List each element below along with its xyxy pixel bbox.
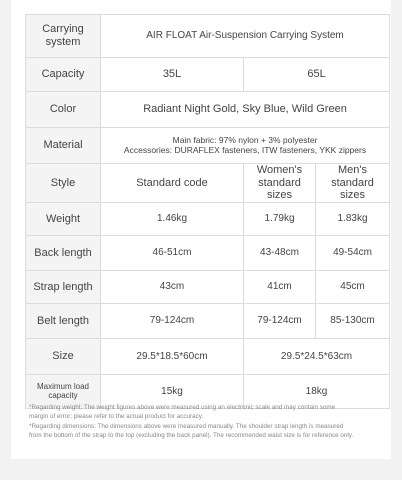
footnote-dimensions-2: from the bottom of the strap to the top (excluding the back panel). The recommended waist size is for reference only. (29, 432, 354, 440)
label-material (26, 128, 101, 164)
row-style (26, 164, 390, 203)
row-material (26, 128, 390, 164)
label-belt-length: Belt length (26, 303, 101, 338)
value-style-womens: Women's standard sizes (244, 164, 316, 203)
label-style: Style (26, 164, 101, 203)
label-color: Color (26, 92, 101, 128)
row-color (26, 92, 390, 128)
footnote-weight-1: *Regarding weight: The weight figures above were measured using an electronic scale and may contain some (29, 404, 336, 411)
value-belt-length-mens: 85-130cm (316, 303, 390, 338)
value-max-load-65: 18kg (244, 374, 390, 408)
value-strap-length-womens: 41cm (244, 270, 316, 303)
row-carrying-system (26, 15, 390, 58)
value-belt-length-standard: 79-124cm (101, 303, 244, 338)
value-style-standard: Standard code (101, 164, 244, 203)
value-strap-length-standard: 43cm (101, 270, 244, 303)
label-size: Size (26, 338, 101, 374)
spec-card (11, 0, 391, 459)
row-strap-length (26, 270, 390, 303)
label-back-length: Back length (26, 235, 101, 270)
row-capacity (26, 58, 390, 92)
footnotes (29, 403, 389, 441)
value-back-length-mens: 49-54cm (316, 235, 390, 270)
value-color: Radiant Night Gold, Sky Blue, Wild Green (101, 92, 390, 128)
label-strap-length: Strap length (26, 270, 101, 303)
value-style-mens: Men's standard sizes (316, 164, 390, 203)
value-back-length-womens: 43-48cm (244, 235, 316, 270)
material-accessories: Accessories: DURAFLEX fasteners, ITW fasteners, YKK zippers (123, 144, 367, 155)
row-weight (26, 202, 390, 235)
row-back-length (26, 235, 390, 270)
value-weight-mens: 1.83kg (316, 202, 390, 235)
value-back-length-standard: 46-51cm (101, 235, 244, 270)
label-weight: Weight (26, 202, 101, 235)
label-material-text: Material (43, 139, 83, 152)
row-size (26, 338, 390, 374)
value-belt-length-womens: 79-124cm (244, 303, 316, 338)
spec-table (25, 14, 390, 409)
value-strap-length-mens: 45cm (316, 270, 390, 303)
value-weight-womens: 1.79kg (244, 202, 316, 235)
label-capacity: Capacity (26, 58, 101, 92)
row-belt-length (26, 303, 390, 338)
value-size-65: 29.5*24.5*63cm (244, 338, 390, 374)
value-carrying-system: AIR FLOAT Air-Suspension Carrying System (101, 15, 390, 58)
footnote-weight-2: margin of error; please refer to the actual product for accuracy. (29, 413, 204, 421)
footnote-dimensions-1: *Regarding dimensions: The dimensions above were measured manually. The shoulder strap length is measured (29, 422, 344, 430)
value-size-35: 29.5*18.5*60cm (101, 338, 244, 374)
value-capacity-65: 65L (244, 58, 390, 92)
value-weight-standard: 1.46kg (101, 202, 244, 235)
value-material (101, 128, 390, 164)
material-main-fabric: Main fabric: 97% nylon + 3% polyester (172, 134, 318, 145)
value-max-load-35: 15kg (101, 374, 244, 408)
label-carrying-system: Carrying system (26, 15, 101, 58)
label-max-load: Maximum load capacity (26, 374, 101, 408)
value-capacity-35: 35L (101, 58, 244, 92)
